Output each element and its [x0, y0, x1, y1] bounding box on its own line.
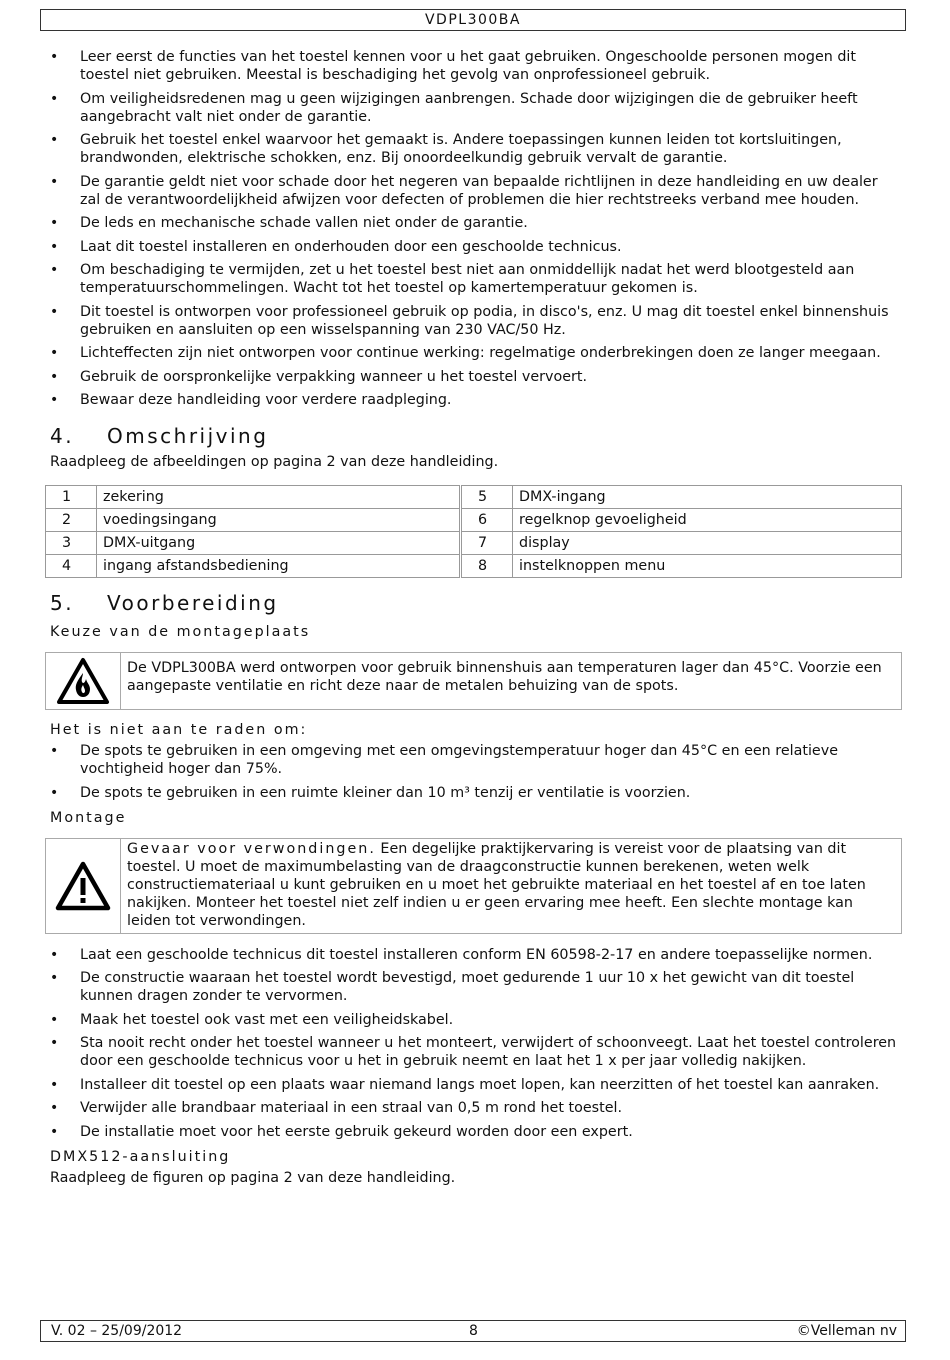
fire-warning-box: [45, 652, 902, 710]
table-row: [46, 509, 902, 532]
list-item: • Bewaar deze handleiding voor verdere raadpleging.: [40, 391, 902, 409]
table-row: [46, 532, 902, 555]
section-5-heading: [40, 590, 902, 616]
section-5-title: Voorbereiding: [107, 591, 279, 615]
list-item: • De garantie geldt niet voor schade door het negeren van bepaalde richtlijnen in deze handleiding en uw dealer zal de verantwoordelijkheid afwijzen voor defecten of problemen die hier rechtstreeks verband mee houden.: [40, 173, 902, 209]
list-item: • Installeer dit toestel op een plaats waar niemand langs moet lopen, kan neerzitten of het toestel kan aanraken.: [40, 1076, 902, 1094]
table-row: [46, 555, 902, 578]
injury-warning-box: [45, 838, 902, 934]
part-label: DMX-ingang: [513, 486, 902, 509]
list-item: • De leds en mechanische schade vallen niet onder de garantie.: [40, 214, 902, 232]
part-label: zekering: [97, 486, 461, 509]
list-item: • Maak het toestel ook vast met een veiligheidskabel.: [40, 1011, 902, 1029]
list-item: • Gebruik de oorspronkelijke verpakking wanneer u het toestel vervoert.: [40, 368, 902, 386]
section-5-number: 5.: [50, 591, 75, 615]
list-item: • Leer eerst de functies van het toestel kennen voor u het gaat gebruiken. Ongeschoolde personen mogen dit toestel niet gebruiken. Meestal is beschadiging het gevolg van onprofessioneel gebruik.: [40, 48, 902, 84]
part-number: 2: [46, 509, 97, 532]
part-label: voedingsingang: [97, 509, 461, 532]
safety-bullet-list: [40, 48, 902, 409]
list-item: • Dit toestel is ontworpen voor professioneel gebruik op podia, in disco's, enz. U mag dit toestel enkel binnenshuis gebruiken en aansluiten op een wisselspanning van 230 VAC/50 Hz.: [40, 303, 902, 339]
section-4-title: Omschrijving: [107, 424, 269, 448]
footer-copyright: ©Velleman nv: [796, 1323, 897, 1339]
list-item: • De spots te gebruiken in een ruimte kleiner dan 10 m³ tenzij er ventilatie is voorzien.: [40, 784, 902, 802]
part-label: DMX-uitgang: [97, 532, 461, 555]
part-number: 8: [461, 555, 513, 578]
not-advised-list: [40, 742, 902, 802]
section-4-heading: [40, 423, 902, 449]
part-number: 6: [461, 509, 513, 532]
list-item: • Gebruik het toestel enkel waarvoor het gemaakt is. Andere toepassingen kunnen leiden tot kortsluitingen, brandwonden, elektrische schokken, enz. Bij onoordeelkundig gebruik vervalt de garantie.: [40, 131, 902, 167]
subheading-dmx512: DMX512-aansluiting: [50, 1148, 231, 1165]
section-4-intro: Raadpleeg de afbeeldingen op pagina 2 van deze handleiding.: [50, 454, 499, 470]
subheading-mounting: Montage: [50, 809, 127, 826]
list-item: • Om veiligheidsredenen mag u geen wijzigingen aanbrengen. Schade door wijzigingen die de gebruiker heeft aangebracht valt niet onder de garantie.: [40, 90, 902, 126]
part-label: ingang afstandsbediening: [97, 555, 461, 578]
page-content: [40, 48, 902, 1187]
part-number: 1: [46, 486, 97, 509]
list-item: • Verwijder alle brandbaar materiaal in een straal van 0,5 m rond het toestel.: [40, 1099, 902, 1117]
part-label: regelknop gevoeligheid: [513, 509, 902, 532]
fire-hazard-icon: [46, 653, 121, 709]
list-item: • Lichteffecten zijn niet ontworpen voor continue werking: regelmatige onderbrekingen doen ze langer meegaan.: [40, 344, 902, 362]
page-footer: [40, 1320, 906, 1342]
part-label: display: [513, 532, 902, 555]
list-item: • Om beschadiging te vermijden, zet u het toestel best niet aan onmiddellijk nadat het werd blootgesteld aan temperatuurschommelingen. Wacht tot het toestel op kamertemperatuur gekomen is.: [40, 261, 902, 297]
footer-version: V. 02 – 25/09/2012: [51, 1323, 183, 1339]
subheading-mounting-location: Keuze van de montageplaats: [50, 624, 311, 640]
danger-label: Gevaar voor verwondingen.: [127, 840, 376, 857]
part-number: 3: [46, 532, 97, 555]
part-number: 4: [46, 555, 97, 578]
header-title: VDPL300BA: [424, 12, 521, 28]
list-item: • De constructie waaraan het toestel wordt bevestigd, moet gedurende 1 uur 10 x het gewicht van dit toestel kunnen dragen zonder te vervormen.: [40, 969, 902, 1005]
part-label: instelknoppen menu: [513, 555, 902, 578]
list-item: • Sta nooit recht onder het toestel wanneer u het monteert, verwijdert of schoonveegt. Laat het toestel controleren door een geschoolde technicus voor u het in gebruik neemt en laat het 1 x per jaar volledig nakijken.: [40, 1034, 902, 1070]
list-item: • Laat een geschoolde technicus dit toestel installeren conform EN 60598-2-17 en andere toepasselijke normen.: [40, 946, 902, 964]
footer-page-number: 8: [469, 1323, 478, 1339]
not-advised-heading: Het is niet aan te raden om:: [50, 722, 308, 738]
table-row: [46, 486, 902, 509]
list-item: • De installatie moet voor het eerste gebruik gekeurd worden door een expert.: [40, 1123, 902, 1141]
parts-table: [45, 485, 902, 578]
mounting-bullet-list: [40, 946, 902, 1141]
part-number: 5: [461, 486, 513, 509]
fire-warning-text: De VDPL300BA werd ontworpen voor gebruik binnenshuis aan temperaturen lager dan 45°C. Voorzie een aangepaste ventilatie en richt deze naar de metalen behuizing van de spots.: [127, 660, 882, 694]
dmx-text: Raadpleeg de figuren op pagina 2 van deze handleiding.: [50, 1169, 456, 1186]
danger-text: Een degelijke praktijkervaring is vereist voor de plaatsing van dit toestel. U moet de maximumbelasting van de draagconstructie kunnen berekenen, weten welk constructiemateriaal u kunt gebruiken en u moet het gebruikte materiaal en het toestel af en toe laten nakijken. Monteer het toestel niet zelf indien u er geen ervaring mee heeft. Een slechte montage kan leiden tot verwondingen.: [127, 840, 866, 929]
part-number: 7: [461, 532, 513, 555]
page-header: [40, 9, 906, 31]
list-item: • Laat dit toestel installeren en onderhouden door een geschoolde technicus.: [40, 238, 902, 256]
list-item: • De spots te gebruiken in een omgeving met een omgevingstemperatuur hoger dan 45°C en een relatieve vochtigheid hoger dan 75%.: [40, 742, 902, 778]
warning-triangle-icon: [46, 839, 121, 933]
section-4-number: 4.: [50, 424, 75, 448]
injury-warning-text: [121, 839, 901, 933]
